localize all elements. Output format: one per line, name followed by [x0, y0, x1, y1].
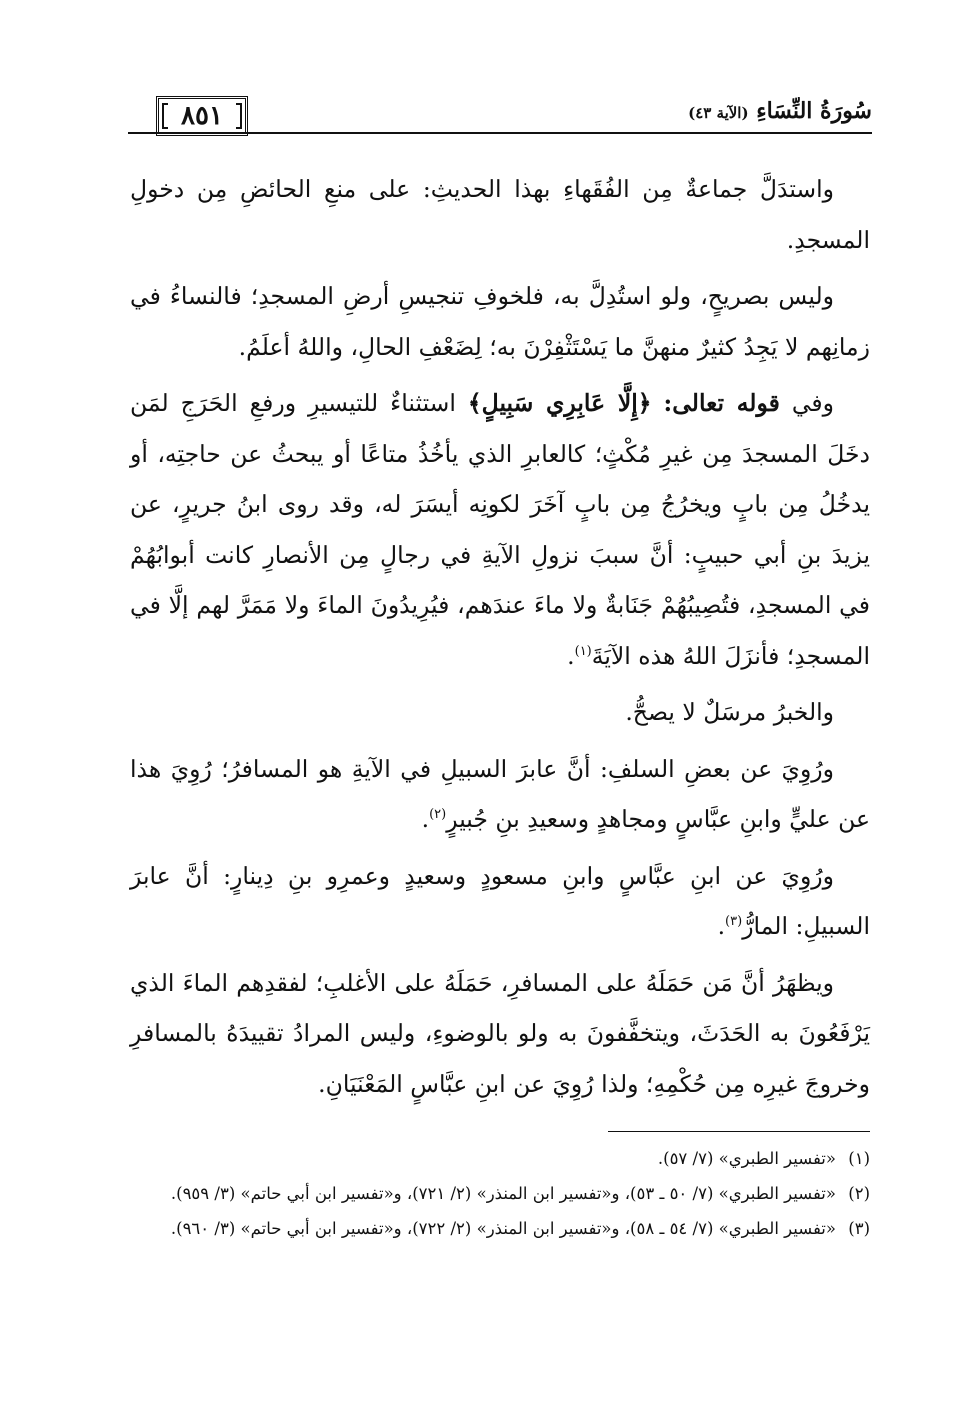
main-text — [130, 164, 870, 1115]
footnote-number: (٢) — [848, 1184, 870, 1203]
footnote-separator — [608, 1131, 870, 1132]
paragraph-7: ويظهَرُ أنَّ مَن حَمَلَهُ على المسافرِ، حَمَلَهُ على الأغلبِ؛ لفقدِهم الماءَ الذي يَرْفَعُونَ به الحَدَثَ، ويتخفَّفونَ به ولو بالوضوءِ، وليس المرادُ تقييدَهُ بالمسافرِ وخروجَ غيرِه مِن حُكْمِهِ؛ ولذا رُوِيَ عن ابنِ عبَّاسٍ المَعْنَيَانِ. — [130, 968, 870, 1098]
paragraph-4: والخبرُ مرسَلٌ لا يصحُّ. — [625, 698, 834, 726]
paragraph-3-bold-phrase: قوله تعالى: — [663, 389, 780, 417]
paragraph-2: وليس بصريحٍ، ولو استُدِلَّ به، فلخوفِ تنجيسِ أرضِ المسجدِ؛ فالنساءُ في زمانِهم لا يَجِدُ كثيرٌ منهنَّ ما يَسْتَثْفِرْنَ به؛ لِضَعْفِ الحالِ، واللهُ أعلَمُ. — [130, 282, 870, 361]
footnote-ref-1[interactable]: (١) — [574, 643, 592, 659]
footnote-1 — [130, 1144, 870, 1174]
paragraph-5-body: ورُوِيَ عن بعضِ السلفِ: أنَّ عابرَ السبيلِ في الآيةِ هو المسافرُ؛ رُوِيَ هذا عن عليٍّ وابنِ عبَّاسٍ ومجاهدٍ وسعيدِ بنِ جُبيرٍ — [130, 754, 870, 833]
paragraph-3-end: . — [567, 641, 575, 670]
quran-verse: ﴿إِلَّا عَابِرِي سَبِيلٍ﴾ — [467, 389, 652, 417]
page-number: ٨٥١ — [181, 101, 223, 131]
surah-title — [688, 98, 872, 124]
paragraph-3-body: استثناءٌ للتيسيرِ ورفعِ الحَرَجِ لمَن دخَلَ المسجدَ مِن غيرِ مُكْثٍ؛ كالعابرِ الذي يأخُذُ متاعًا أو يبحثُ عن حاجتِه، أو يدخُلُ مِن بابٍ ويخرُجُ مِن بابٍ آخَرَ لكونِه أيسَرَ له، وقد روى ابنُ جريرٍ، عن يزيدَ بنِ أبي حبيبٍ: أنَّ سببَ نزولِ الآيةِ في رجالٍ مِن الأنصارِ كانت أبوابُهُمْ في المسجدِ، فتُصِيبُهُمْ جَنَابةٌ ولا ماءَ عندَهم، فيُرِيدُونَ الماءَ ولا مَمَرَّ لهم إلَّا في المسجدِ؛ فأنزَلَ اللهُ هذه الآيَةَ — [130, 389, 870, 670]
footnote-text: «تفسير الطبري» (٧/ ٥٠ ـ ٥٣)، و«تفسير ابن المنذر» (٢/ ٧٢١)، و«تفسير ابن أبي حاتم» (٣/ ٩٥٩). — [170, 1184, 836, 1203]
page-header — [128, 92, 872, 148]
footnote-text: «تفسير الطبري» (٧/ ٥٤ ـ ٥٨)، و«تفسير ابن المنذر» (٢/ ٧٢٢)، و«تفسير ابن أبي حاتم» (٣/ ٩٦٠). — [170, 1219, 836, 1238]
paragraph-6-end: . — [717, 912, 726, 940]
footnote-text: «تفسير الطبري» (٧/ ٥٧). — [657, 1149, 836, 1168]
paragraph-6-body: ورُوِيَ عن ابنِ عبَّاسٍ وابنِ مسعودٍ وسعيدٍ وعمرِو بنِ دِينارٍ: أنَّ عابرَ السبيلِ: المارُّ — [130, 861, 870, 940]
paragraph-5 — [130, 744, 870, 845]
footnote-ref-2[interactable]: (٢) — [429, 807, 447, 823]
footnote-number: (١) — [848, 1149, 870, 1168]
paragraph-1: واستدَلَّ جماعةٌ مِن الفُقَهاءِ بهذا الحديثِ: على منعِ الحائضِ مِن دخولِ المسجدِ. — [130, 175, 870, 254]
paragraph-3 — [130, 378, 870, 681]
footnote-2 — [130, 1179, 870, 1209]
surah-name: سُورَةُ النِّسَاءِ — [756, 98, 872, 124]
footnotes — [130, 1144, 870, 1249]
verse-reference: (الآية ٤٣) — [688, 104, 749, 122]
paragraph-6 — [130, 851, 870, 952]
page-number-frame — [156, 96, 248, 136]
paragraph-3-prefix: وفي — [791, 389, 834, 417]
footnote-number: (٣) — [848, 1219, 870, 1238]
footnote-3 — [130, 1214, 870, 1244]
paragraph-5-end: . — [421, 805, 430, 833]
footnote-ref-3[interactable]: (٣) — [725, 914, 743, 930]
